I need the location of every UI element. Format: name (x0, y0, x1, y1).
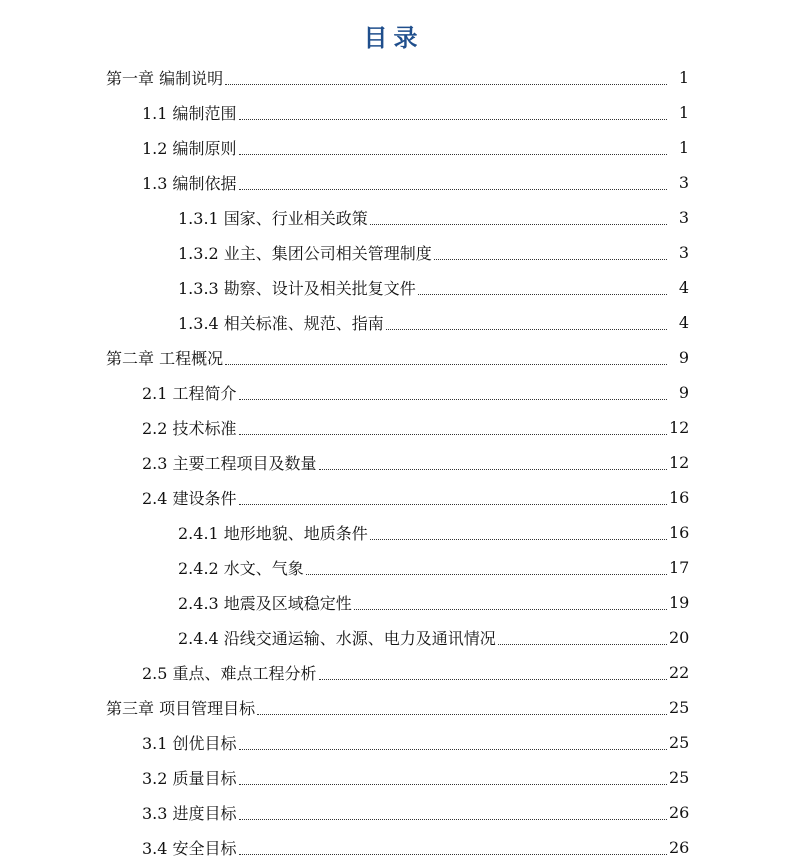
dot-leader (239, 854, 667, 855)
toc-entry-page: 25 (669, 733, 690, 752)
toc-entry-1-1[interactable] (0, 95, 787, 130)
toc-entry-page: 22 (669, 663, 690, 682)
toc-entry-label: 1.3.4 相关标准、规范、指南 (178, 314, 384, 333)
toc-entry-1-3-3[interactable] (0, 270, 787, 305)
dot-leader (319, 469, 667, 470)
toc-entry-label: 1.3.3 勘察、设计及相关批复文件 (178, 279, 416, 298)
dot-leader (354, 609, 667, 610)
toc-entry-label: 1.3.2 业主、集团公司相关管理制度 (178, 244, 432, 263)
dot-leader (239, 119, 667, 120)
toc-entry-label: 2.4.4 沿线交通运输、水源、电力及通讯情况 (178, 629, 496, 648)
toc-entry-page: 9 (678, 383, 689, 402)
toc-entry-1-2[interactable] (0, 130, 787, 165)
dot-leader (239, 434, 667, 435)
toc-entry-label: 1.2 编制原则 (142, 139, 237, 158)
toc-entry-1-3-4[interactable] (0, 305, 787, 340)
toc-entry-2-4-4[interactable] (0, 620, 787, 655)
dot-leader (418, 294, 667, 295)
toc-entry-page: 1 (678, 68, 689, 87)
dot-leader (239, 154, 667, 155)
toc-entry-label: 2.3 主要工程项目及数量 (142, 454, 317, 473)
toc-entry-label: 1.3 编制依据 (142, 174, 237, 193)
toc-entry-1-3-1[interactable] (0, 200, 787, 235)
toc-entry-2-3[interactable] (0, 445, 787, 480)
toc-entry-1-3-2[interactable] (0, 235, 787, 270)
toc-entry-label: 3.1 创优目标 (142, 734, 237, 753)
toc-entry-label: 1.1 编制范围 (142, 104, 237, 123)
toc-entry-label: 1.3.1 国家、行业相关政策 (178, 209, 368, 228)
dot-leader (239, 189, 667, 190)
toc-entry-label: 第二章 工程概况 (106, 349, 224, 368)
dot-leader (239, 504, 667, 505)
toc-entry-page: 19 (669, 593, 690, 612)
toc-entry-2-4[interactable] (0, 480, 787, 515)
toc-entry-2-2[interactable] (0, 410, 787, 445)
toc-entry-page: 3 (678, 208, 689, 227)
toc-entry-label: 2.4.3 地震及区域稳定性 (178, 594, 352, 613)
toc-entry-label: 2.4.2 水文、气象 (178, 559, 304, 578)
toc-entry-3-3[interactable] (0, 795, 787, 830)
toc-entry-2-1[interactable] (0, 375, 787, 410)
toc-entry-label: 2.4.1 地形地貌、地质条件 (178, 524, 368, 543)
toc-entry-page: 17 (669, 558, 690, 577)
dot-leader (386, 329, 667, 330)
toc-entry-page: 16 (669, 523, 690, 542)
table-of-contents (0, 60, 787, 865)
toc-entry-3-4[interactable] (0, 830, 787, 865)
toc-entry-label: 2.1 工程简介 (142, 384, 237, 403)
toc-entry-page: 25 (669, 698, 690, 717)
dot-leader (239, 819, 667, 820)
dot-leader (370, 224, 667, 225)
dot-leader (257, 714, 667, 715)
toc-entry-page: 26 (669, 803, 690, 822)
toc-entry-page: 3 (678, 243, 689, 262)
toc-entry-1-3[interactable] (0, 165, 787, 200)
toc-entry-chapter-2[interactable] (0, 340, 787, 375)
dot-leader (239, 399, 667, 400)
toc-entry-chapter-3[interactable] (0, 690, 787, 725)
toc-entry-label: 2.5 重点、难点工程分析 (142, 664, 317, 683)
toc-entry-page: 9 (678, 348, 689, 367)
dot-leader (319, 679, 667, 680)
dot-leader (225, 364, 667, 365)
toc-entry-page: 4 (678, 278, 689, 297)
toc-entry-label: 2.4 建设条件 (142, 489, 237, 508)
toc-entry-chapter-1[interactable] (0, 60, 787, 95)
toc-entry-2-4-2[interactable] (0, 550, 787, 585)
dot-leader (239, 784, 667, 785)
toc-entry-page: 20 (669, 628, 690, 647)
toc-entry-page: 12 (669, 418, 690, 437)
dot-leader (225, 84, 667, 85)
toc-entry-label: 3.2 质量目标 (142, 769, 237, 788)
toc-entry-page: 1 (678, 103, 689, 122)
toc-entry-page: 12 (669, 453, 690, 472)
toc-entry-label: 3.3 进度目标 (142, 804, 237, 823)
toc-entry-page: 1 (678, 138, 689, 157)
dot-leader (370, 539, 667, 540)
toc-entry-3-2[interactable] (0, 760, 787, 795)
toc-entry-label: 3.4 安全目标 (142, 839, 237, 858)
toc-entry-page: 26 (669, 838, 690, 857)
page-title: 目录 (363, 24, 424, 52)
toc-entry-2-4-1[interactable] (0, 515, 787, 550)
toc-entry-page: 25 (669, 768, 690, 787)
dot-leader (498, 644, 667, 645)
toc-entry-page: 16 (669, 488, 690, 507)
dot-leader (306, 574, 667, 575)
toc-entry-label: 第一章 编制说明 (106, 69, 224, 88)
toc-entry-page: 4 (678, 313, 689, 332)
toc-entry-2-5[interactable] (0, 655, 787, 690)
dot-leader (434, 259, 667, 260)
toc-entry-label: 2.2 技术标准 (142, 419, 237, 438)
toc-entry-label: 第三章 项目管理目标 (106, 699, 256, 718)
toc-entry-page: 3 (678, 173, 689, 192)
toc-entry-2-4-3[interactable] (0, 585, 787, 620)
dot-leader (239, 749, 667, 750)
toc-entry-3-1[interactable] (0, 725, 787, 760)
